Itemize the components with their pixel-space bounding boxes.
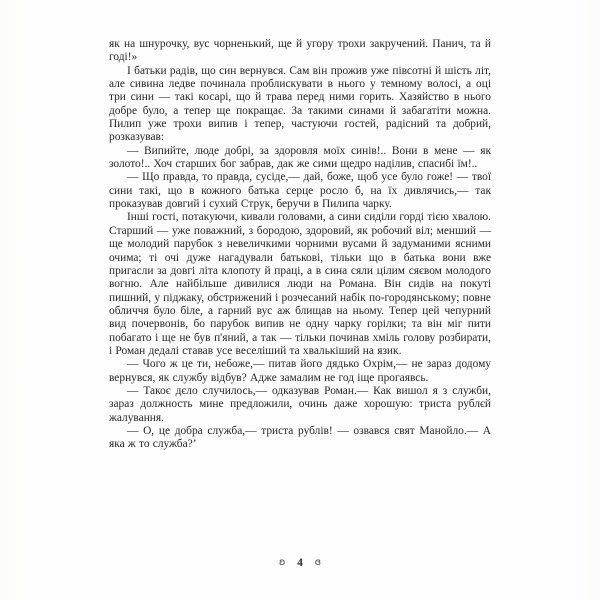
fleuron-left-icon: ʚ bbox=[278, 557, 286, 568]
paragraph: — О, це добра служба,— триста рублів! — озвався свят Манойло.— А яка ж то служба?’ bbox=[109, 424, 491, 451]
paragraph: — Такоє дєло случилось,— одказував Роман.— Как вишол я з служби, зараз должность мине предложили, очинь даже хорошую: триста рублєй жалування. bbox=[109, 384, 491, 424]
fleuron-right-icon: ɞ bbox=[314, 557, 322, 568]
paragraph: — Чого ж це ти, небоже,— питав його дядько Охрім,— не зараз додому вернувся, як службу відбув? Адже замалим не год іще прогаявсь. bbox=[109, 358, 491, 384]
paragraph: — Що правда, то правда, сусіде,— дай, боже, щоб усе було гоже! — твої сини такі, що в кожного батька серце росло б, на їх дивлячись,— так проказував довгий і сухий Струк, беручи в Пилипа чарку. bbox=[109, 171, 491, 211]
page-number: 4 bbox=[297, 557, 303, 569]
page-footer bbox=[0, 557, 600, 569]
text-block bbox=[109, 38, 491, 452]
paragraph: як на шнурочку, вус чорненький, ще й угору трохи закручений. Панич, та й годі!» bbox=[109, 38, 491, 64]
paragraph: І батьки радів, що син вернувся. Сам він прожив уже півсотні й шість літ, але сивина ледве починала проблискувати в нього у темному волосі, а оці три сини — такі косарі, що й трава перед ними горить. Хазяйство в нього добре було, а тепер ще покращає. За такими синами й забагатіти можна. Пилип уже трохи випив і тепер, частуючи гостей, радісний та добрий, розказував: bbox=[109, 64, 491, 144]
paragraph: Інші гості, потакуючи, кивали головами, а сини сиділи горді тією хвалою. Старший — уже поважний, з бородою, здоровий, як робочий віл; менший — ще молодий парубок з невеличкими чорними вусами й задуманими ясними очима; ті очі дуже нагадували батькові, тільки що в батька вони вже пригасли за довгі літа клопоту й праці, а в сина сяли цілим сяєвом молодого вогню. Але найбільше дивилися люди на Романа. Він сидів на покуті пишний, у піджаку, обстрижений і розчесаний набік по-городянському; повне обличчя було біле, а гарний вус аж блищав на ньому. Тепер цей чепурний вид почервонів, бо парубок випив не одну чарку горілки; та він міг пити побагато і ще не був п'яний, а так — тільки починав хміль голову розбирати, і Роман дедалі ставав усе веселіший та хвалькіший на язик. bbox=[109, 211, 491, 357]
paragraph: — Випийте, люде добрі, за здоровля моїх синів!.. Вони в мене — як золото!.. Хоч старших бог забрав, дак же сими щедро наділив, спасибі їм!.. bbox=[109, 144, 491, 171]
